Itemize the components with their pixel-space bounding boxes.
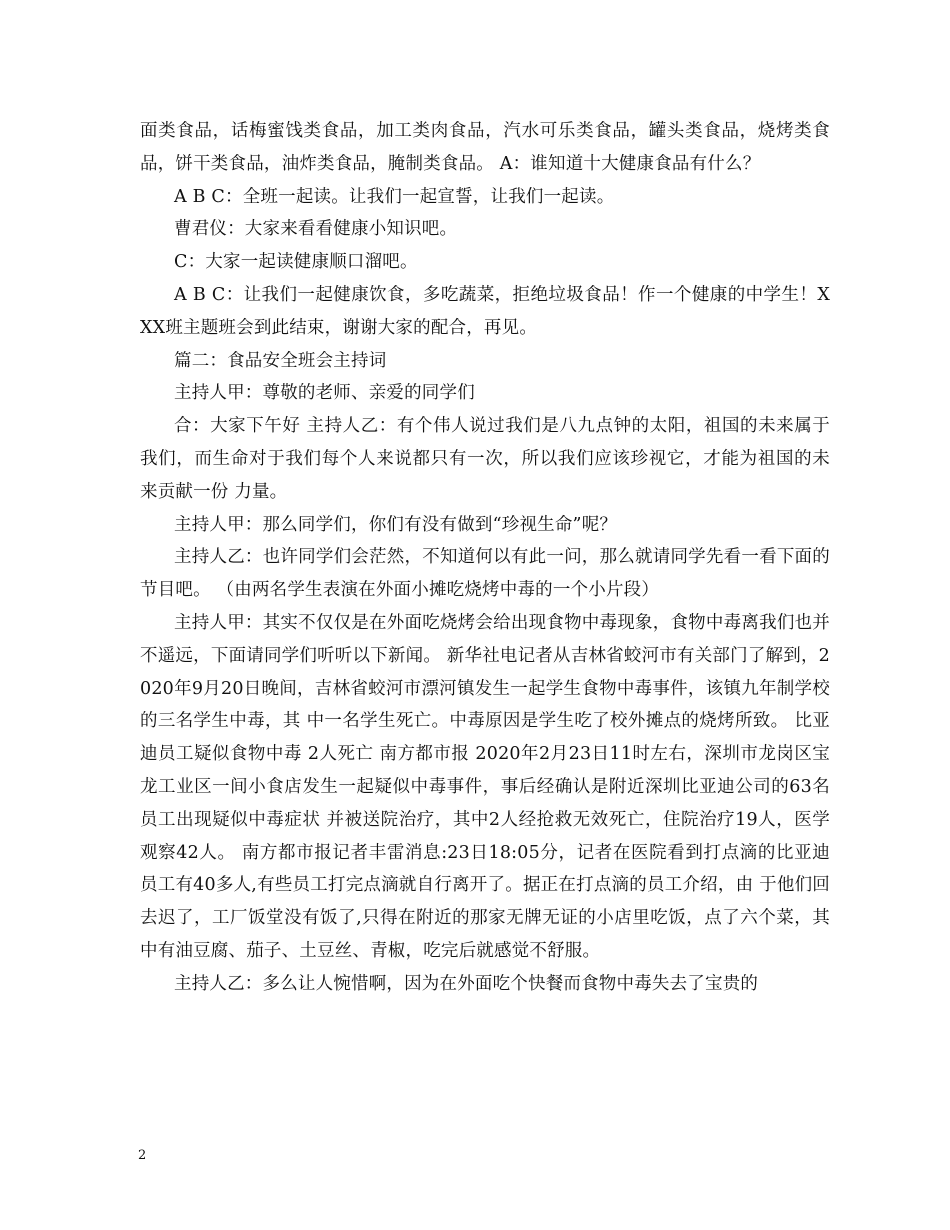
paragraph: 面类食品，话梅蜜饯类食品，加工类肉食品，汽水可乐类食品，罐头类食品，烧烤类食品，饼干类食品，油炸类食品，腌制类食品。 A：谁知道十大健康食品有什么？ [140, 121, 830, 174]
paragraph: 主持人甲：尊敬的老师、亲爱的同学们 [174, 383, 475, 404]
document-body [140, 115, 830, 1001]
paragraph: 篇二：食品安全班会主持词 [174, 350, 387, 371]
paragraph: 主持人乙：多么让人惋惜啊，因为在外面吃个快餐而食物中毒失去了宝贵的 [174, 973, 759, 994]
paragraph: 曹君仪：大家来看看健康小知识吧。 [174, 219, 458, 240]
page-number: 2 [138, 1148, 147, 1163]
paragraph: 主持人甲：其实不仅仅是在外面吃烧烤会给出现食物中毒现象，食物中毒离我们也并不遥远，下面请同学们听听以下新闻。 新华社电记者从吉林省蛟河市有关部门了解到，2020年9月20日晚间，吉林省蛟河市漂河镇发生一起学生食物中毒事件，该镇九年制学校的三名学生中毒，其 中一名学生死亡。中毒原因是学生吃了校外摊点的烧烤所致。 比亚迪员工疑似食物中毒 2人死亡 南方都市报 2020年2月23日11时左右，深圳市龙岗区宝龙工业区一间小食店发生一起疑似中毒事件，事后经确认是附近深圳比亚迪公司的63名员工出现疑似中毒症状 并被送院治疗，其中2人经抢救无效死亡，住院治疗19人，医学观察42人。 南方都市报记者丰雷消息:23日18:05分，记者在医院看到打点滴的比亚迪员工有40多人,有些员工打完点滴就自行离开了。据正在打点滴的员工介绍，由 于他们回去迟了，工厂饭堂没有饭了,只得在附近的那家无牌无证的小店里吃饭，点了六个菜，其中有油豆腐、茄子、土豆丝、青椒，吃完后就感觉不舒服。 [140, 612, 830, 961]
paragraph: A B C：全班一起读。让我们一起宣誓，让我们一起读。 [174, 186, 615, 207]
paragraph: 合：大家下午好 主持人乙：有个伟人说过我们是八九点钟的太阳，祖国的未来属于我们，而生命对于我们每个人来说都只有一次，所以我们应该珍视它，才能为祖国的未来贡献一份 力量。 [140, 416, 830, 502]
paragraph: A B C：让我们一起健康饮食，多吃蔬菜，拒绝垃圾食品！作一个健康的中学生！XXX班主题班会到此结束，谢谢大家的配合，再见。 [140, 284, 830, 338]
paragraph: 主持人甲：那么同学们，你们有没有做到“珍视生命”呢？ [174, 514, 618, 535]
paragraph: C：大家一起读健康顺口溜吧。 [174, 252, 418, 273]
paragraph: 主持人乙：也许同学们会茫然，不知道何以有此一问，那么就请同学先看一看下面的节目吧。 （由两名学生表演在外面小摊吃烧烤中毒的一个小片段） [140, 547, 830, 601]
